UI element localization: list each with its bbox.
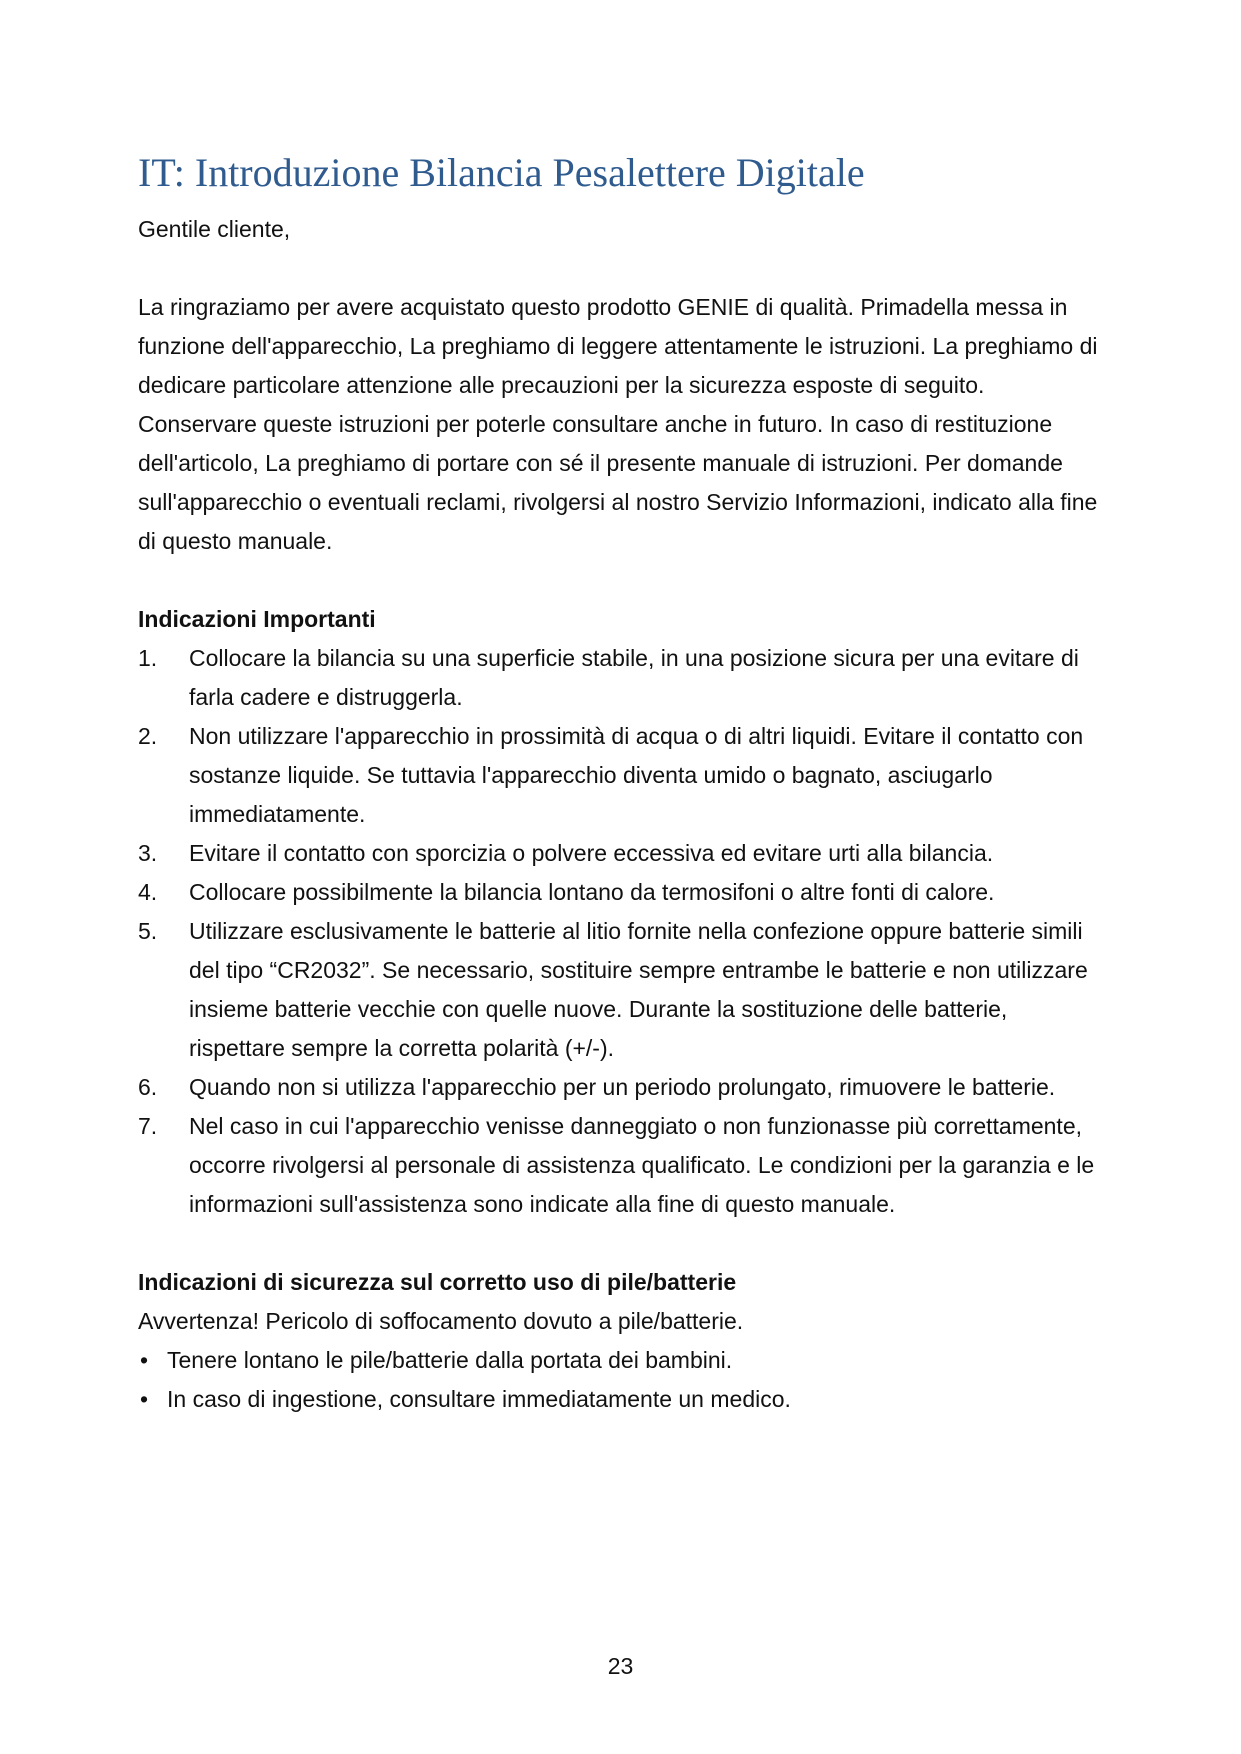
list-number: 4. [138,879,158,905]
page-title: IT: Introduzione Bilancia Pesalettere Digitale [138,150,865,195]
list-item [138,1107,1098,1224]
bullet-text: Tenere lontano le pile/batterie dalla portata dei bambini. [167,1347,733,1373]
list-item [138,912,1098,1068]
list-item-text: Collocare la bilancia su una superficie stabile, in una posizione sicura per una evitare di farla cadere e distruggerla. [189,645,1079,710]
list-item [138,1068,1098,1107]
list-item-text: Evitare il contatto con sporcizia o polvere eccessiva ed evitare urti alla bilancia. [189,840,994,866]
important-list [138,639,1098,1224]
list-item-text: Collocare possibilmente la bilancia lontano da termosifoni o altre fonti di calore. [189,879,995,905]
list-number: 5. [138,918,158,944]
list-item-text: Quando non si utilizza l'apparecchio per un periodo prolungato, rimuovere le batterie. [189,1074,1056,1100]
document-page [138,150,1098,1419]
list-number: 7. [138,1113,158,1139]
bullet-item [138,1341,1098,1380]
list-item-text: Non utilizzare l'apparecchio in prossimità di acqua o di altri liquidi. Evitare il contatto con sostanze liquide. Se tuttavia l'apparecchio diventa umido o bagnato, asciugarlo immediatamente. [189,723,1084,827]
list-number: 2. [138,723,158,749]
list-item-text: Utilizzare esclusivamente le batterie al litio fornite nella confezione oppure batterie simili del tipo “CR2032”. Se necessario, sostituire sempre entrambe le batterie e non utilizzare insieme batterie vecchie con quelle nuove. Durante la sostituzione delle batterie, rispettare sempre la corretta polarità (+/-). [189,918,1088,1061]
bullet-icon: • [140,1347,149,1373]
list-item [138,834,1098,873]
list-item-text: Nel caso in cui l'apparecchio venisse danneggiato o non funzionasse più correttamente, occorre rivolgersi al personale di assistenza qualificato. Le condizioni per la garanzia e le informazioni sull'assistenza sono indicate alla fine di questo manuale. [189,1113,1095,1217]
list-number: 6. [138,1074,158,1100]
important-heading: Indicazioni Importanti [138,606,376,632]
bullet-text: In caso di ingestione, consultare immediatamente un medico. [167,1386,791,1412]
list-item [138,639,1098,717]
list-number: 1. [138,645,158,671]
list-item [138,873,1098,912]
safety-warning: Avvertenza! Pericolo di soffocamento dovuto a pile/batterie. [138,1308,744,1334]
page-number: 23 [607,1653,634,1679]
bullet-icon: • [140,1386,149,1412]
list-item [138,717,1098,834]
safety-heading: Indicazioni di sicurezza sul corretto uso di pile/batterie [138,1269,737,1295]
list-number: 3. [138,840,158,866]
greeting: Gentile cliente, [138,216,291,242]
bullet-item [138,1380,1098,1419]
intro-paragraph: La ringraziamo per avere acquistato questo prodotto GENIE di qualità. Primadella messa in funzione dell'apparecchio, La preghiamo di leggere attentamente le istruzioni. La preghiamo di dedicare particolare attenzione alle precauzioni per la sicurezza esposte di seguito. Conservare queste istruzioni per poterle consultare anche in futuro. In caso di restituzione dell'articolo, La preghiamo di portare con sé il presente manuale di istruzioni. Per domande sull'apparecchio o eventuali reclami, rivolgersi al nostro Servizio Informazioni, indicato alla fine di questo manuale. [138,294,1098,554]
safety-bullet-list [138,1341,1098,1419]
